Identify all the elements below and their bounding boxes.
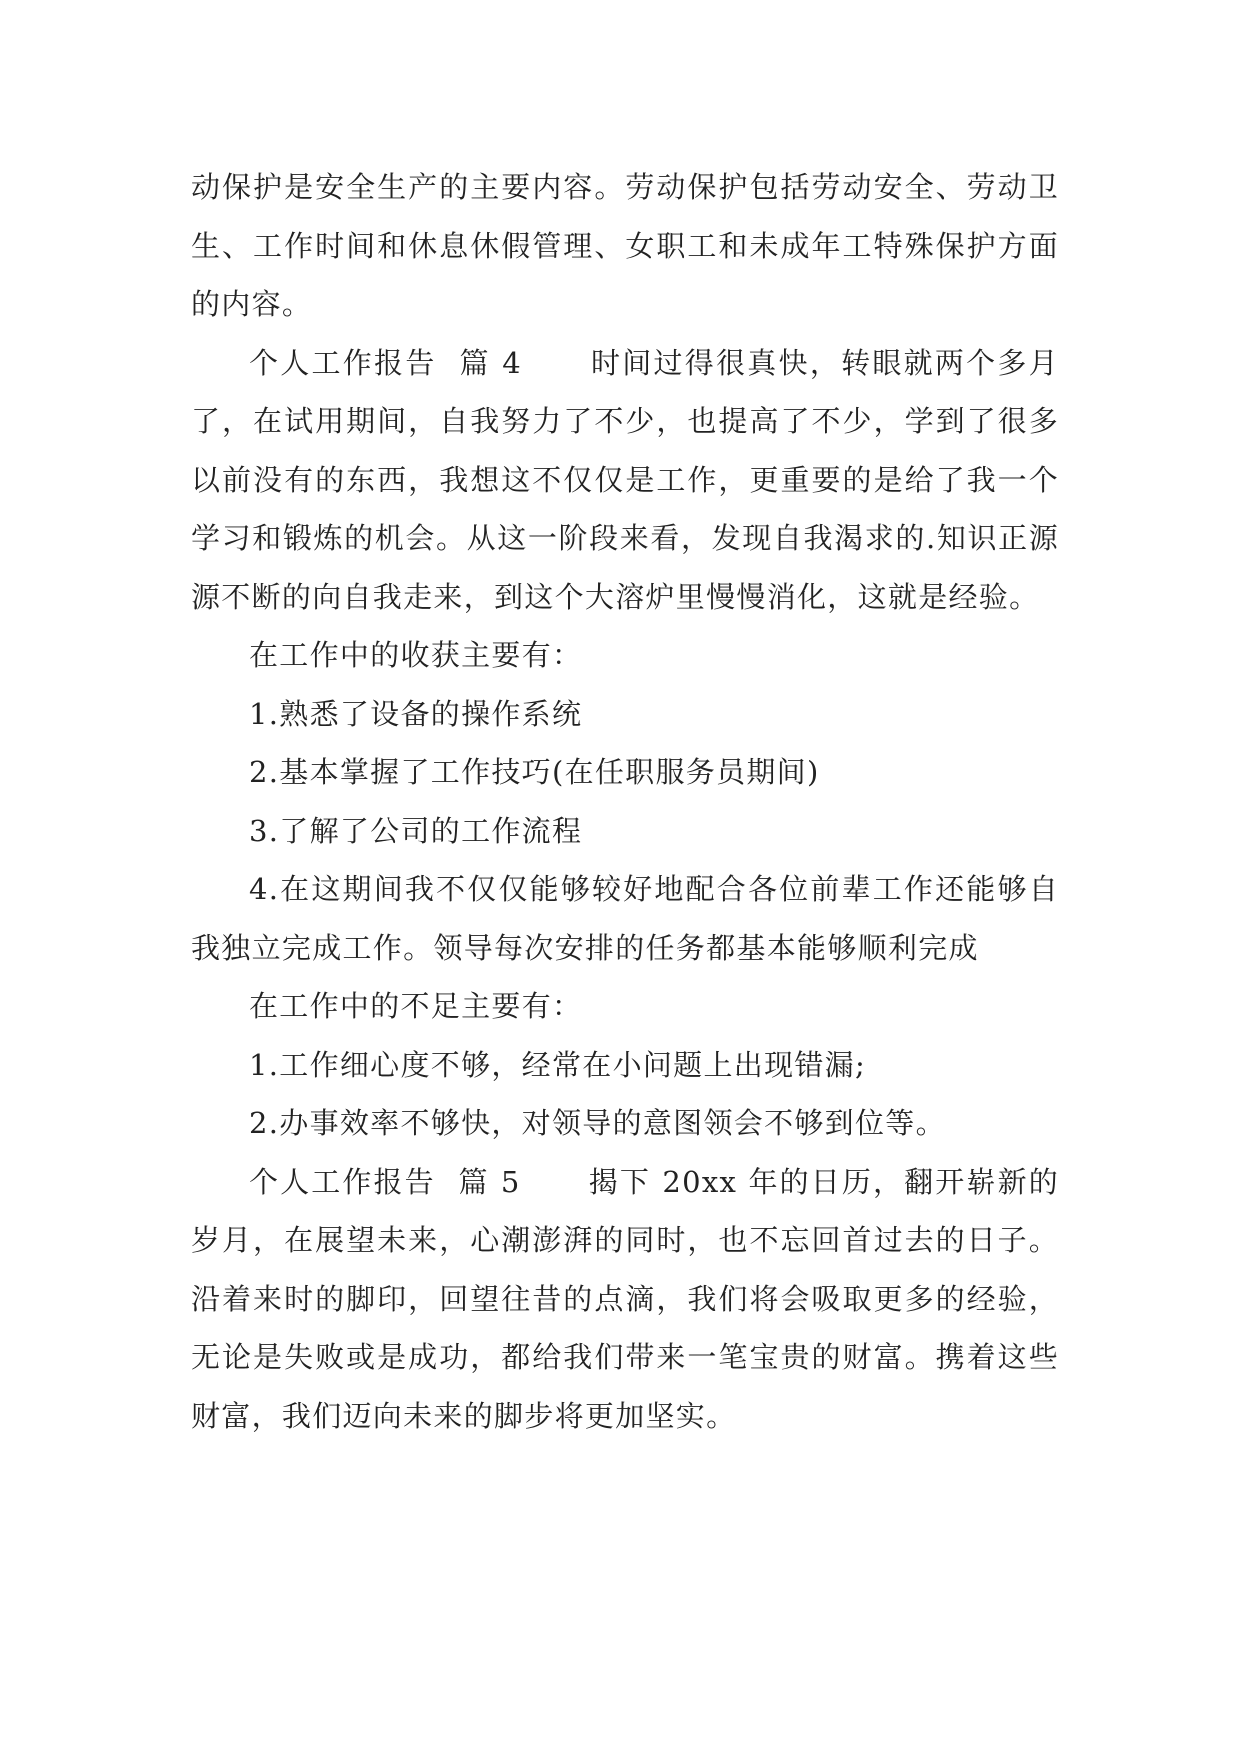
section-heading-5: 个人工作报告 篇 5 [249,1164,521,1199]
list-item: 3.了解了公司的工作流程 [249,813,583,848]
list-item: 4.在这期间我不仅仅能够较好地配合各位前辈工作还能够自我独立完成工作。领导每次安排的任务都基本能够顺利完成 [191,872,1059,965]
section-heading-4: 个人工作报告 篇 4 [249,345,523,380]
list-item: 1.工作细心度不够，经常在小问题上出现错漏; [249,1047,867,1082]
paragraph-body-4: 时间过得很真快，转眼就两个多月了，在试用期间，自我努力了不少，也提高了不少，学到了很多以前没有的东西，我想这不仅仅是工作，更重要的是给了我一个学习和锻炼的机会。从这一阶段来看，发现自我渴求的.知识正源源不断的向自我走来，到这个大溶炉里慢慢消化，这就是经验。 [191,345,1059,614]
paragraph-body-5: 揭下 20xx 年的日历，翻开崭新的岁月，在展望未来，心潮澎湃的同时，也不忘回首过去的日子。沿着来时的脚印，回望往昔的点滴，我们将会吸取更多的经验，无论是失败或是成功，都给我们带来一笔宝贵的财富。携着这些财富，我们迈向未来的脚步将更加坚实。 [191,1164,1059,1433]
list-item: 2.办事效率不够快，对领导的意图领会不够到位等。 [249,1106,946,1140]
shortcomings-heading: 在工作中的不足主要有： [249,989,583,1023]
gains-heading: 在工作中的收获主要有： [249,638,583,672]
paragraph-report-5 [191,1153,1059,1446]
paragraph-continuation: 动保护是安全生产的主要内容。劳动保护包括劳动安全、劳动卫生、工作时间和休息休假管理、女职工和未成年工特殊保护方面的内容。 [191,170,1059,321]
paragraph-report-4 [191,334,1059,627]
list-item: 2.基本掌握了工作技巧(在任职服务员期间) [249,755,820,789]
list-item: 1.熟悉了设备的操作系统 [249,696,583,731]
document-page [191,158,1059,1445]
